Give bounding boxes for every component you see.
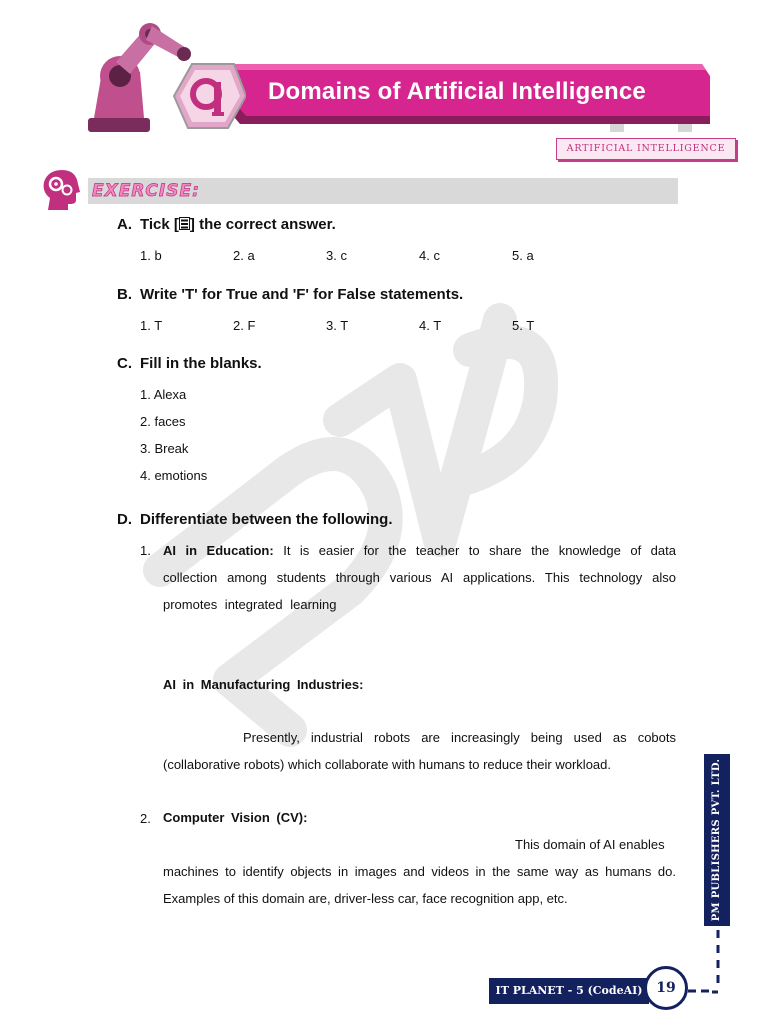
ai-education-heading: AI in Education: xyxy=(163,543,274,558)
dashed-connector xyxy=(712,928,724,998)
ai-education-text-1: It is easier for the teacher to share the knowledge of data xyxy=(283,543,676,558)
checkbox-icon xyxy=(179,217,190,230)
section-c-answer-3: 3. Break xyxy=(140,441,189,456)
computer-vision-heading: Computer Vision (CV): xyxy=(163,810,308,825)
section-c-letter: C. xyxy=(117,355,132,372)
section-a-title-tail: ] the correct answer. xyxy=(189,216,336,233)
exercise-label: EXERCISE: xyxy=(92,181,200,201)
section-a-answer-4: 4. c xyxy=(419,248,440,263)
book-title-footer: IT PLANET - 5 (CodeAI) xyxy=(489,978,649,1004)
letter-q-icon xyxy=(168,60,246,130)
section-b-letter: B. xyxy=(117,286,132,303)
item-1-number: 1. xyxy=(140,543,151,558)
section-c-heading xyxy=(117,355,262,372)
section-d-title: Differentiate between the following. xyxy=(140,511,393,528)
section-b-answer-1: 1. T xyxy=(140,318,163,333)
computer-vision-text-2: machines to identify objects in images and videos in the same way as humans do. xyxy=(163,864,676,879)
item-2-number: 2. xyxy=(140,811,151,826)
publisher-name: PM PUBLISHERS PVT. LTD. xyxy=(711,758,722,922)
ai-education-text-3: promotes integrated learning xyxy=(163,597,337,612)
ai-manufacturing-heading: AI in Manufacturing Industries: xyxy=(163,677,364,692)
ai-manufacturing-text-1: Presently, industrial robots are increasingly being used as cobots xyxy=(243,730,676,745)
section-d-heading xyxy=(117,511,393,528)
section-b-heading xyxy=(117,286,463,303)
section-a-answer-5: 5. a xyxy=(512,248,534,263)
section-a-answer-3: 3. c xyxy=(326,248,347,263)
publisher-side-tab xyxy=(704,754,730,926)
section-c-title: Fill in the blanks. xyxy=(140,355,262,372)
ai-education-text-2: collection among students through various AI applications. This technology also xyxy=(163,570,676,585)
head-gears-icon xyxy=(40,168,82,212)
section-b-title: Write 'T' for True and 'F' for False statements. xyxy=(140,286,464,303)
section-c-answer-4: 4. emotions xyxy=(140,468,208,483)
section-d-letter: D. xyxy=(117,511,132,528)
computer-vision-text-1: This domain of AI enables xyxy=(515,837,665,852)
section-b-answer-2: 2. F xyxy=(233,318,256,333)
section-b-answer-4: 4. T xyxy=(419,318,442,333)
section-c-answer-1: 1. Alexa xyxy=(140,387,187,402)
dashed-connector-horizontal xyxy=(688,985,712,995)
chapter-title: Domains of Artificial Intelligence xyxy=(268,78,646,105)
ai-manufacturing-text-2: (collaborative robots) which collaborate with humans to reduce their workload. xyxy=(163,757,611,772)
subject-tag: ARTIFICIAL INTELLIGENCE xyxy=(556,138,736,160)
section-a-heading xyxy=(117,216,336,233)
computer-vision-text-3: Examples of this domain are, driver-less car, face recognition app, etc. xyxy=(163,891,568,906)
section-b-answer-5: 5. T xyxy=(512,318,535,333)
section-a-answer-1: 1. b xyxy=(140,248,162,263)
item-1-line-1 xyxy=(163,537,676,564)
section-a-letter: A. xyxy=(117,216,132,233)
section-c-answer-2: 2. faces xyxy=(140,414,186,429)
section-a-title: Tick [ xyxy=(140,216,179,233)
section-b-answer-3: 3. T xyxy=(326,318,349,333)
section-a-answer-2: 2. a xyxy=(233,248,255,263)
page-number: 19 xyxy=(644,966,688,1010)
